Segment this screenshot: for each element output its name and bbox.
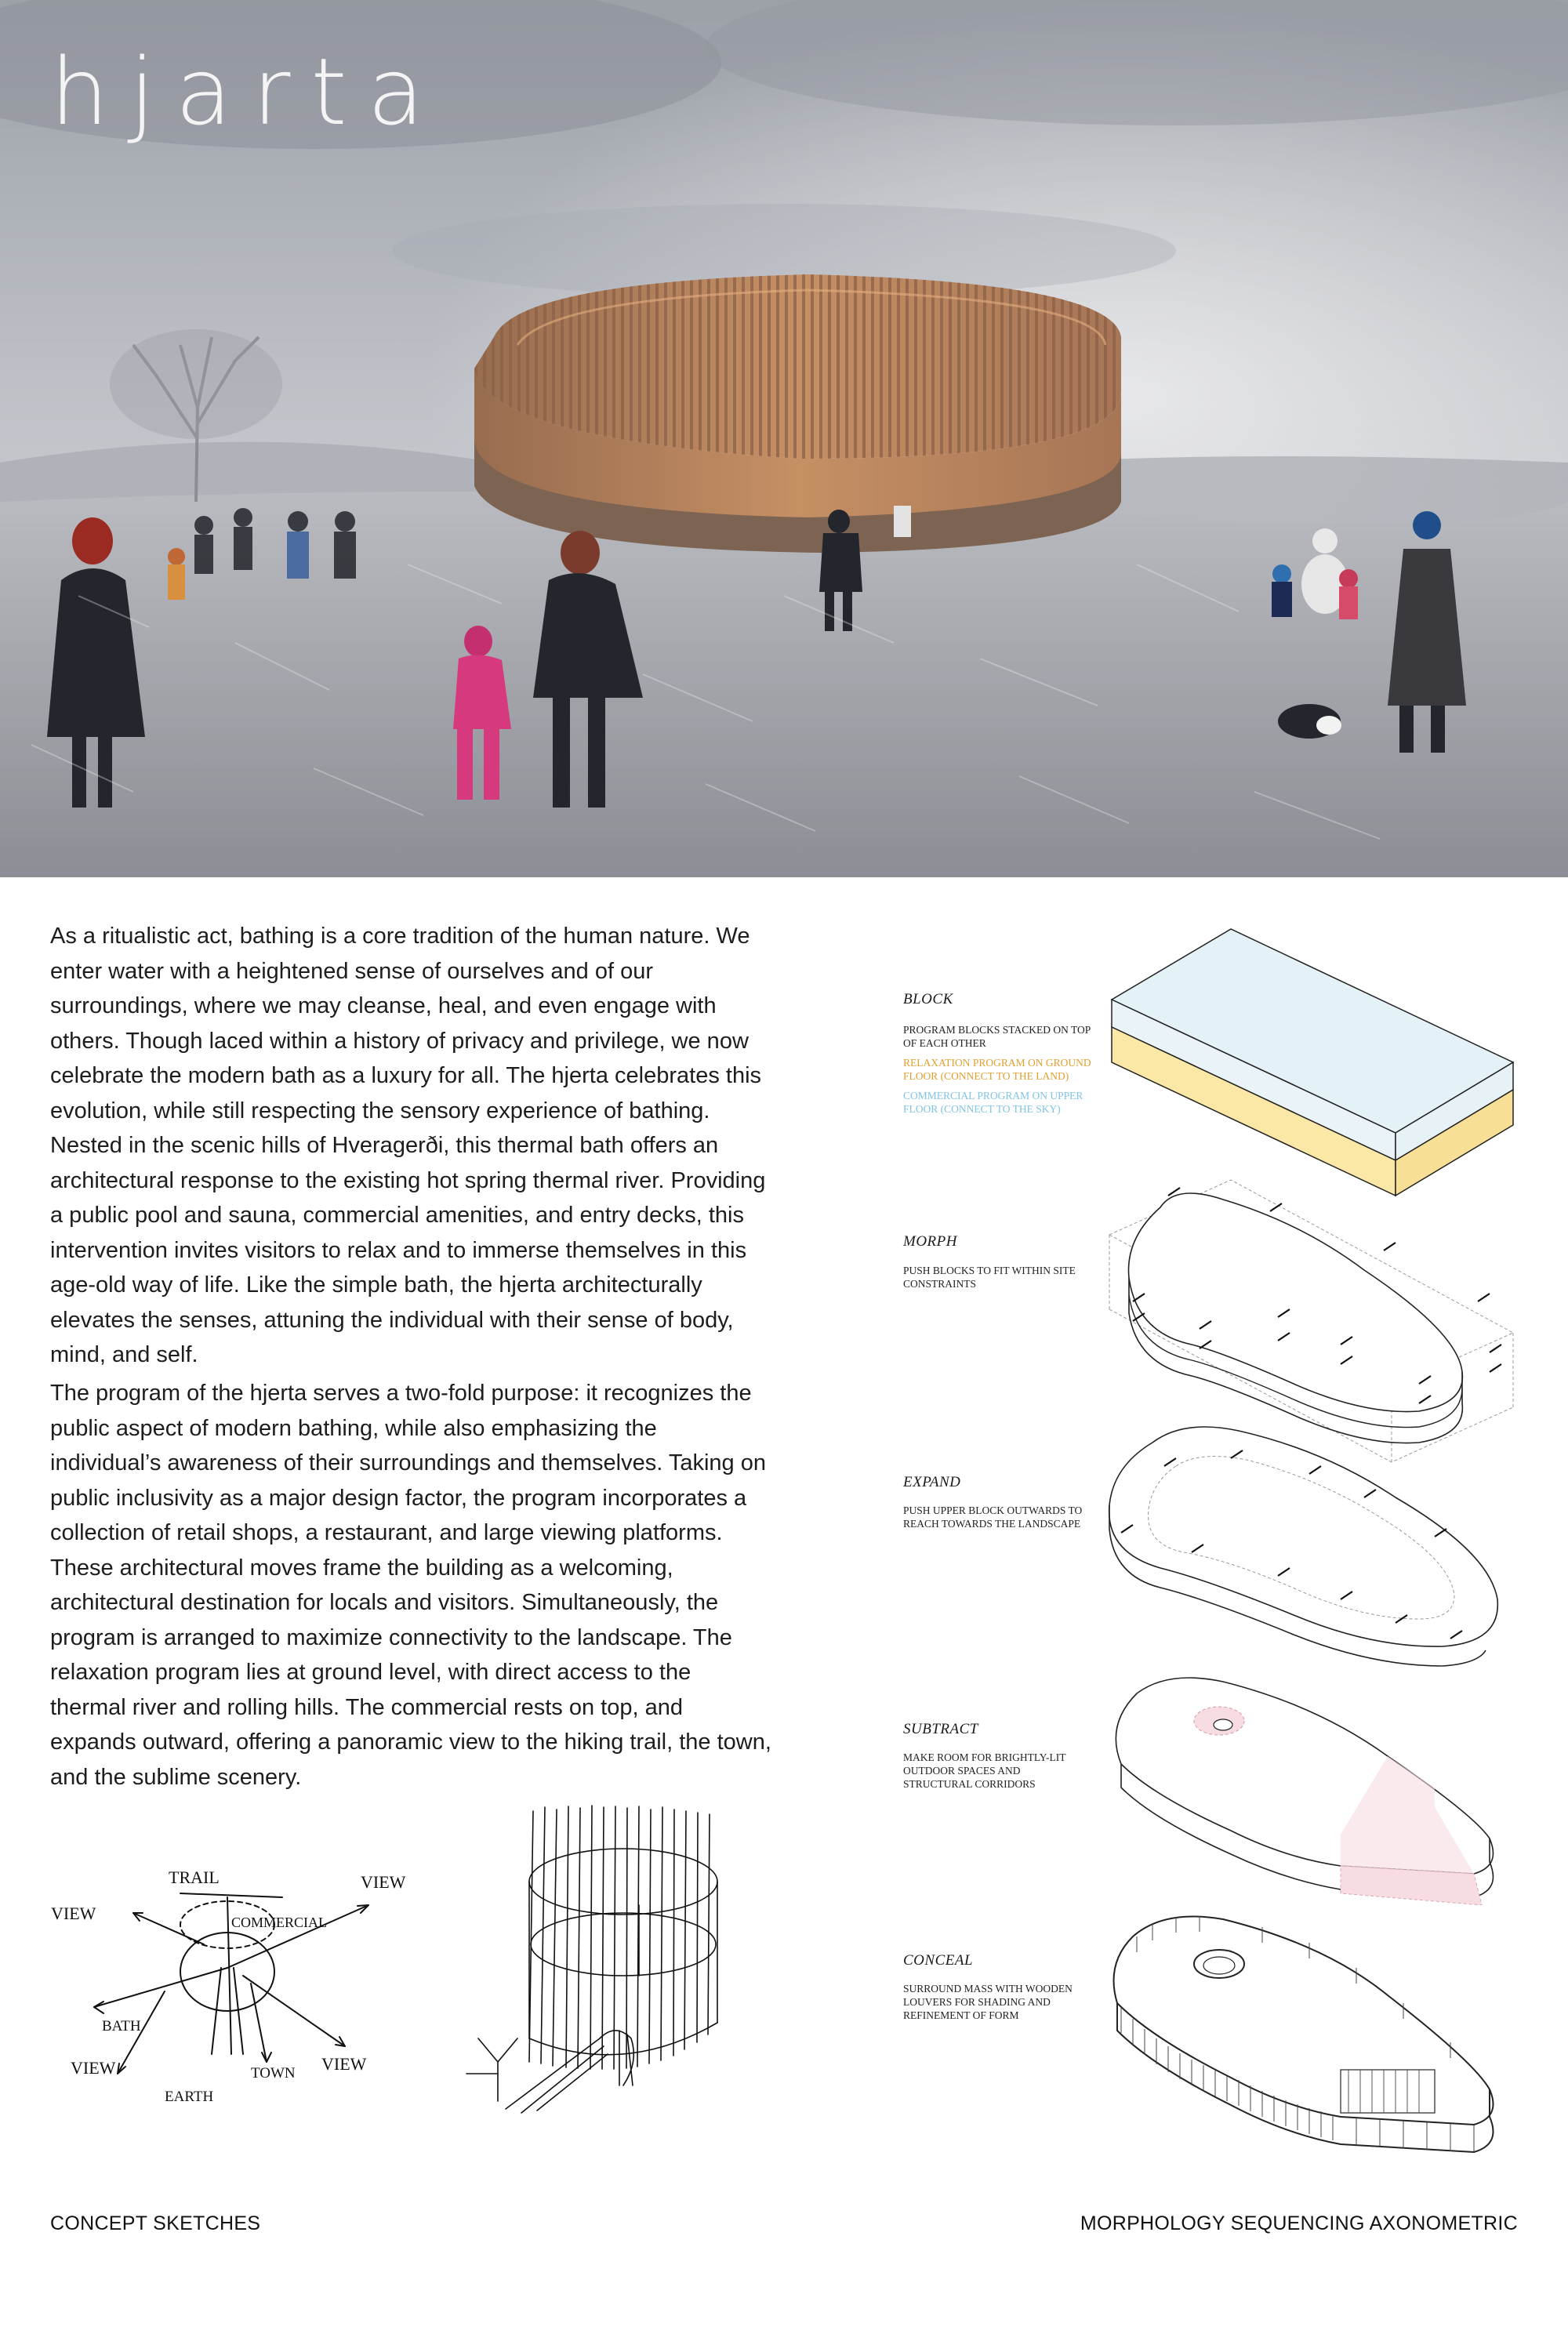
step-desc-block-text: PROGRAM BLOCKS STACKED ON TOP OF EACH OTHER: [903, 1024, 1091, 1049]
concept-sketch-louvers: [451, 1803, 749, 2117]
commercial-note: COMMERCIAL PROGRAM ON UPPER FLOOR (CONNECT TO THE SKY): [903, 1090, 1083, 1115]
subtract-diagram: [1105, 1670, 1521, 1905]
project-title: hjarta: [50, 38, 445, 146]
sketch-sphere: [180, 1933, 274, 2011]
step-label-conceal: CONCEAL: [903, 1952, 974, 1969]
sketch-label-town: TOWN: [251, 2065, 296, 2082]
sketch-label-trail: TRAIL: [169, 1867, 220, 1887]
sketch-label-bath: BATH: [102, 2018, 141, 2034]
concept-sketch-views: [47, 1850, 439, 2109]
step-label-expand: EXPAND: [903, 1474, 961, 1490]
sketch-label-view-left: VIEW: [51, 1904, 96, 1923]
sketch-label-view-bottom-left: VIEW: [71, 2058, 116, 2078]
sketch-label-commercial: COMMERCIAL: [231, 1915, 328, 1930]
step-desc-block: [903, 1023, 1091, 1116]
step-desc-expand: PUSH UPPER BLOCK OUTWARDS TO REACH TOWARDS THE LANDSCAPE: [903, 1504, 1083, 1530]
step-desc-morph: PUSH BLOCKS TO FIT WITHIN SITE CONSTRAINTS: [903, 1265, 1076, 1290]
step-label-morph: MORPH: [903, 1233, 957, 1250]
relaxation-note: RELAXATION PROGRAM ON GROUND FLOOR (CONNECT TO THE LAND): [903, 1057, 1091, 1082]
step-label-block: BLOCK: [903, 991, 953, 1007]
step-label-subtract: SUBTRACT: [903, 1721, 978, 1737]
expand-diagram: [1105, 1419, 1521, 1678]
sketch-label-view-top: VIEW: [361, 1872, 406, 1892]
sketch-label-view-right: VIEW: [321, 2054, 367, 2074]
step-desc-conceal: SURROUND MASS WITH WOODEN LOUVERS FOR SHADING AND REFINEMENT OF FORM: [903, 1983, 1073, 2021]
block-diagram: [1105, 925, 1521, 1215]
caption-concept-sketches: CONCEPT SKETCHES: [50, 2212, 261, 2234]
hero-rendering: [0, 0, 1568, 877]
caption-morphology: MORPHOLOGY SEQUENCING AXONOMETRIC: [1080, 2212, 1518, 2234]
sketch-label-earth: EARTH: [165, 2089, 214, 2105]
description-paragraph-1: As a ritualistic act, bathing is a core tradition of the human nature. We enter water with a heightened sense of ourselves and of our surroundings, where we may cleanse, heal, and even engage with others. Though laced within a history of privacy and privilege, we now celebrate the modern bath as a luxury for all. The hjerta celebrates this evolution, while still respecting the sensory experience of bathing. Nested in the scenic hills of Hveragerði, this thermal bath offers an architectural response to the existing hot spring thermal river. Providing a public pool and sauna, commercial amenities, and entry decks, this intervention invites visitors to relax and to immerse themselves in this age-old way of life. Like the simple bath, the hjerta architecturally elevates the senses, attuning the individual with their sense of body, mind, and self.: [50, 924, 766, 1367]
conceal-diagram: [1105, 1905, 1521, 2164]
step-desc-subtract: MAKE ROOM FOR BRIGHTLY-LIT OUTDOOR SPACES AND STRUCTURAL CORRIDORS: [903, 1751, 1066, 1790]
description-paragraph-2: The program of the hjerta serves a two-fold purpose: it recognizes the public aspect of modern bathing, while also emphasizing the individual’s awareness of their surroundings and themselves. Taking on public inclusivity as a major design factor, the program incorporates a collection of retail shops, a restaurant, and large viewing platforms. These architectural moves frame the building as a welcoming, architectural destination for locals and visitors. Simultaneously, the program is arranged to maximize connectivity to the landscape. The relaxation program lies at ground level, with direct access to the thermal river and rolling hills. The commercial rests on top, and expands outward, offering a panoramic view to the hiking trail, the town, and the sublime scenery.: [50, 1381, 771, 1790]
